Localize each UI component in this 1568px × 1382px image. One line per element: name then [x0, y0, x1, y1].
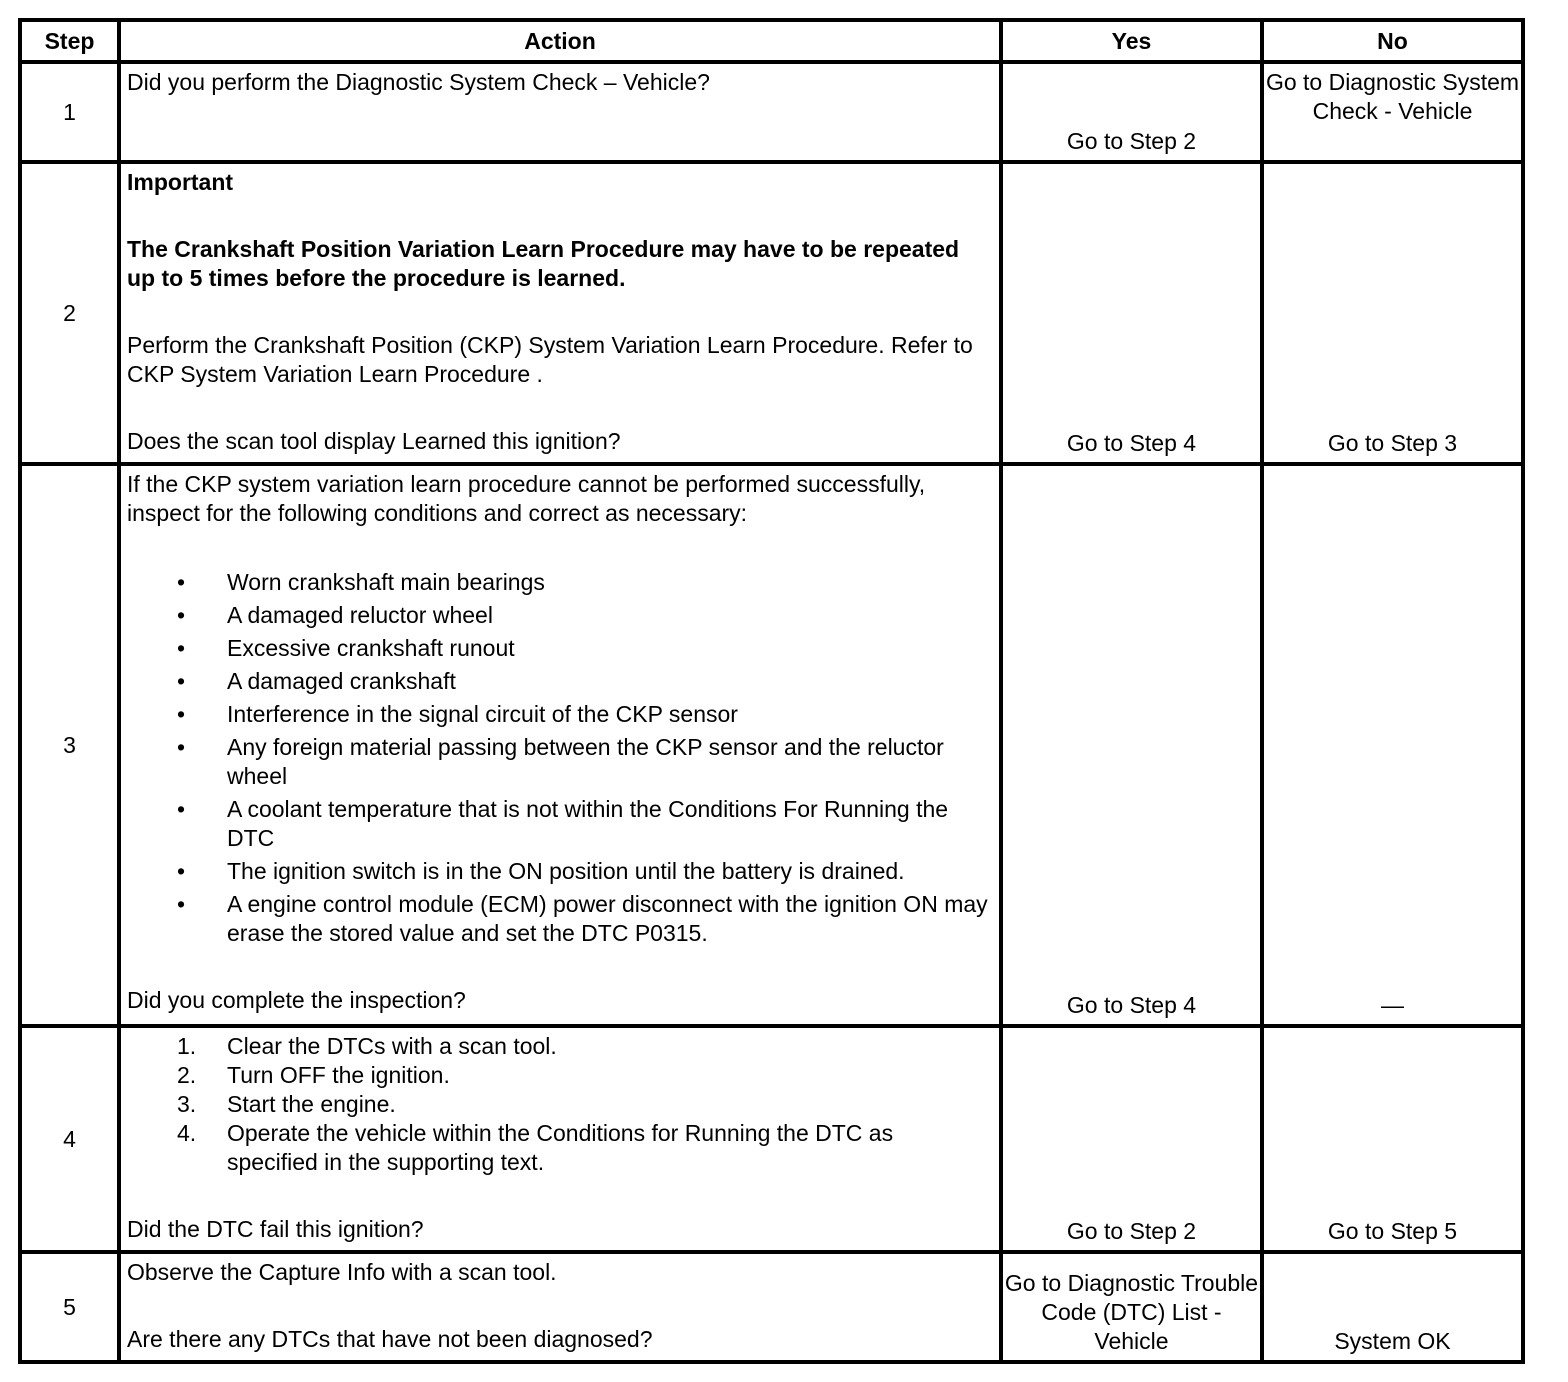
step-number: 1: [20, 62, 119, 162]
list-item: • Worn crankshaft main bearings: [177, 569, 545, 595]
header-action: Action: [119, 20, 1001, 62]
action-cell: [119, 62, 1001, 162]
yes-cell: Go to Step 2: [1001, 1026, 1262, 1252]
header-step: Step: [20, 20, 119, 62]
list-item: • A damaged crankshaft: [177, 668, 456, 694]
table-row: [20, 464, 1523, 1026]
bullet-glyph: •: [177, 569, 186, 595]
step-number: 4: [20, 1026, 119, 1252]
important-text: The Crankshaft Position Variation Learn Procedure may have to be repeated up to 5 times before the procedure is learned.: [127, 236, 960, 291]
table-row: [20, 1252, 1523, 1362]
list-item: 2. Turn OFF the ignition.: [177, 1062, 450, 1088]
yes-cell: Go to Step 2: [1001, 62, 1262, 162]
list-item: • A engine control module (ECM) power disconnect with the ignition ON may erase the stored value and set the DTC P0315.: [177, 891, 988, 946]
header-no: No: [1262, 20, 1523, 62]
bullet-glyph: •: [177, 891, 186, 917]
action-cell: [119, 1026, 1001, 1252]
no-cell: Go to Step 3: [1262, 162, 1523, 464]
action-intro: If the CKP system variation learn procedure cannot be performed successfully, inspect for the following conditions and correct as necessary:: [127, 471, 926, 526]
step-number: 2: [20, 162, 119, 464]
bullet-glyph: •: [177, 858, 186, 884]
bullet-glyph: •: [177, 701, 186, 727]
important-label: Important: [127, 169, 234, 195]
step-number: 5: [20, 1252, 119, 1362]
no-cell: —: [1262, 464, 1523, 1026]
action-cell: [119, 1252, 1001, 1362]
list-item: • Interference in the signal circuit of the CKP sensor: [177, 701, 738, 727]
condition-list: [127, 568, 989, 948]
list-item: 4. Operate the vehicle within the Conditions for Running the DTC as specified in the supporting text.: [177, 1120, 894, 1175]
bullet-glyph: •: [177, 796, 186, 822]
list-item: • A damaged reluctor wheel: [177, 602, 493, 628]
yes-cell: Go to Diagnostic Trouble Code (DTC) List - Vehicle: [1001, 1252, 1262, 1362]
list-item: 3. Start the engine.: [177, 1091, 396, 1117]
step-number: 3: [20, 464, 119, 1026]
action-cell: [119, 464, 1001, 1026]
action-instruction: Perform the Crankshaft Position (CKP) System Variation Learn Procedure. Refer to CKP System Variation Learn Procedure .: [127, 332, 973, 387]
list-item: • Any foreign material passing between the CKP sensor and the reluctor wheel: [177, 734, 944, 789]
bullet-glyph: •: [177, 734, 186, 760]
action-question: Are there any DTCs that have not been diagnosed?: [127, 1326, 653, 1352]
diagnostic-table: [18, 18, 1525, 1364]
action-instruction: Observe the Capture Info with a scan tool.: [127, 1259, 557, 1285]
action-question: Does the scan tool display Learned this ignition?: [127, 428, 621, 454]
list-item: 1. Clear the DTCs with a scan tool.: [177, 1033, 557, 1059]
no-cell: Go to Diagnostic System Check - Vehicle: [1262, 62, 1523, 162]
procedure-list: [127, 1032, 989, 1177]
bullet-glyph: •: [177, 635, 186, 661]
table-row: [20, 162, 1523, 464]
action-question: Did you complete the inspection?: [127, 987, 466, 1013]
header-row: [20, 20, 1523, 62]
yes-cell: Go to Step 4: [1001, 464, 1262, 1026]
table-row: [20, 62, 1523, 162]
list-item: • A coolant temperature that is not within the Conditions For Running the DTC: [177, 796, 949, 851]
action-question: Did the DTC fail this ignition?: [127, 1216, 424, 1242]
list-item: • Excessive crankshaft runout: [177, 635, 515, 661]
action-cell: [119, 162, 1001, 464]
list-item: • The ignition switch is in the ON position until the battery is drained.: [177, 858, 905, 884]
action-question: Did you perform the Diagnostic System Check – Vehicle?: [127, 69, 710, 95]
yes-cell: Go to Step 4: [1001, 162, 1262, 464]
header-yes: Yes: [1001, 20, 1262, 62]
bullet-glyph: •: [177, 602, 186, 628]
no-cell: System OK: [1262, 1252, 1523, 1362]
no-cell: Go to Step 5: [1262, 1026, 1523, 1252]
table-row: [20, 1026, 1523, 1252]
bullet-glyph: •: [177, 668, 186, 694]
